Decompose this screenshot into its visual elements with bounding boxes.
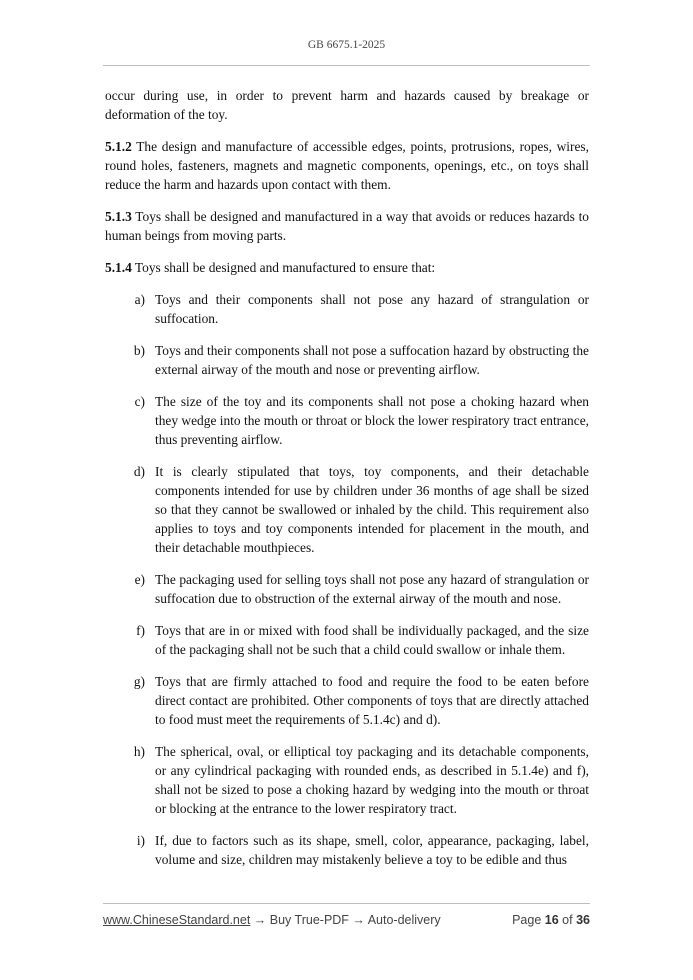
item-text: It is clearly stipulated that toys, toy components, and their detachable components intended for use by children under 36 months of age shall be sized so that they cannot be swallowed or inhaled by the child. This requirement also applies to toys and toy components intended for placement in the mouth, and their detachable mouthpieces. xyxy=(155,464,589,555)
clause-number: 5.1.2 xyxy=(105,139,132,154)
clause-text: Toys shall be designed and manufactured to ensure that: xyxy=(131,260,436,275)
list-item xyxy=(105,831,589,869)
intro-paragraph: occur during use, in order to prevent harm and hazards caused by breakage or deformation of the toy. xyxy=(105,88,589,122)
clause-5-1-4 xyxy=(105,258,589,277)
footer-tagline: → Buy True-PDF → Auto-delivery xyxy=(250,913,441,927)
header-divider xyxy=(103,65,590,66)
item-text: The packaging used for selling toys shall not pose any hazard of strangulation or suffocation due to obstruction of the external airway of the mouth and nose. xyxy=(155,572,589,606)
clause-text: The design and manufacture of accessible edges, points, protrusions, ropes, wires, round holes, fasteners, magnets and magnetic components, openings, etc., on toys shall reduce the harm and hazards upon contact with them. xyxy=(105,139,589,192)
page-word: Page xyxy=(512,913,542,927)
clause-number: 5.1.3 xyxy=(105,209,132,224)
item-label: a) xyxy=(134,292,145,307)
item-label: f) xyxy=(136,623,145,638)
item-text: Toys that are in or mixed with food shall be individually packaged, and the size of the packaging shall not be such that a child could swallow or inhale them. xyxy=(155,623,589,657)
page-counter xyxy=(512,913,590,927)
document-body xyxy=(105,86,589,882)
item-text: Toys that are firmly attached to food and require the food to be eaten before direct contact are prohibited. Other components of toys that are directly attached to food must meet the requirements of 5.1.4c) and d). xyxy=(155,674,589,727)
item-text: If, due to factors such as its shape, smell, color, appearance, packaging, label, volume and size, children may mistakenly believe a toy to be edible and thus xyxy=(155,833,589,867)
list-item xyxy=(105,621,589,659)
item-text: The spherical, oval, or elliptical toy packaging and its detachable components, or any cylindrical packaging with rounded ends, as described in 5.1.4e) and f), shall not be sized to pose a choking hazard by wedging into the mouth or throat or blocking at the entrance to the lower respiratory tract. xyxy=(155,744,589,816)
item-label: c) xyxy=(134,394,145,409)
clause-5-1-3 xyxy=(105,207,589,245)
footer-divider xyxy=(103,903,590,904)
item-text: Toys and their components shall not pose any hazard of strangulation or suffocation. xyxy=(155,292,589,326)
item-label: i) xyxy=(136,833,145,848)
clause-5-1-2 xyxy=(105,137,589,194)
list-item xyxy=(105,290,589,328)
document-code: GB 6675.1-2025 xyxy=(307,39,386,51)
clause-text: Toys shall be designed and manufactured in a way that avoids or reduces hazards to human beings from moving parts. xyxy=(105,209,589,243)
total-page-number: 36 xyxy=(576,913,590,927)
current-page-number: 16 xyxy=(544,913,559,927)
list-item xyxy=(105,462,589,557)
page-header xyxy=(0,39,693,51)
item-label: e) xyxy=(134,572,145,587)
footer-promo xyxy=(103,913,441,927)
list-item xyxy=(105,392,589,449)
site-link[interactable]: www.ChineseStandard.net xyxy=(103,913,251,927)
clause-number: 5.1.4 xyxy=(105,260,132,275)
list-item xyxy=(105,570,589,608)
item-label: b) xyxy=(133,343,145,358)
item-label: g) xyxy=(133,674,145,689)
item-label: h) xyxy=(133,744,145,759)
list-item xyxy=(105,672,589,729)
of-word: of xyxy=(562,913,573,927)
item-label: d) xyxy=(133,464,145,479)
item-text: Toys and their components shall not pose a suffocation hazard by obstructing the external airway of the mouth and nose or preventing airflow. xyxy=(155,343,589,377)
requirement-list xyxy=(105,290,589,869)
item-text: The size of the toy and its components shall not pose a choking hazard when they wedge into the mouth or throat or block the lower respiratory tract entrance, thus preventing airflow. xyxy=(155,394,589,447)
list-item xyxy=(105,341,589,379)
list-item xyxy=(105,742,589,818)
